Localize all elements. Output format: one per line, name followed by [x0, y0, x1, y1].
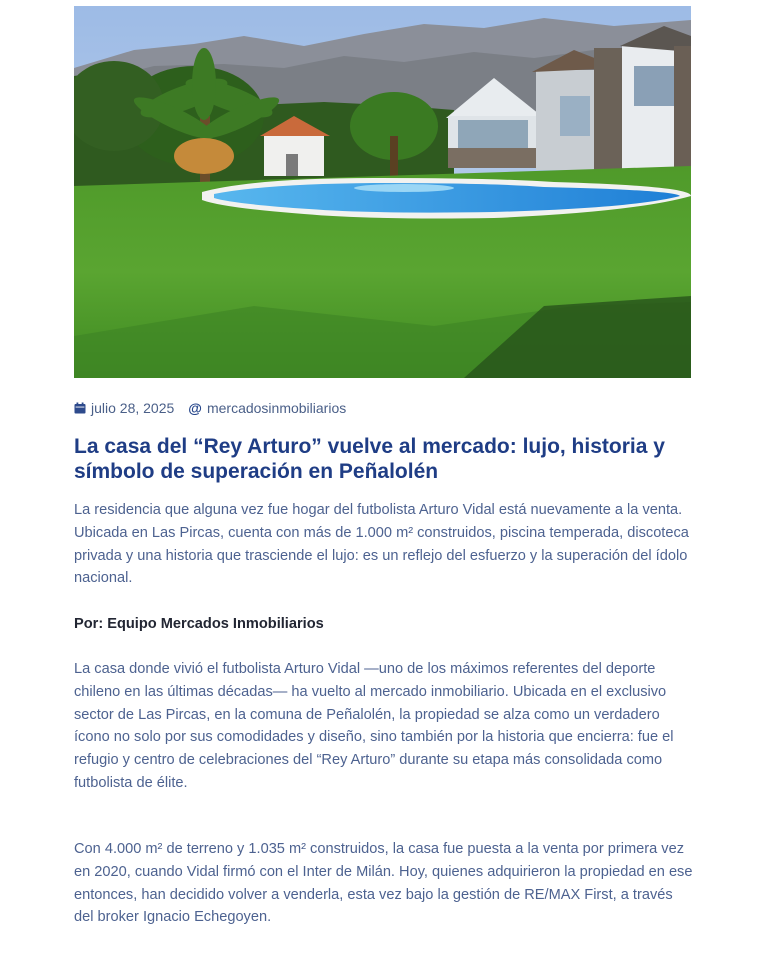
post-date[interactable]: julio 28, 2025 [91, 400, 175, 416]
article-title: La casa del “Rey Arturo” vuelve al mercado: lujo, historia y símbolo de superación en Peñalolén [74, 435, 665, 483]
hero-image [74, 6, 691, 378]
at-icon: @ [188, 400, 202, 416]
article-paragraph: Con 4.000 m² de terreno y 1.035 m² construidos, la casa fue puesta a la venta por primera vez en 2020, cuando Vidal firmó con el Inter de Milán. Hoy, quienes adquirieron la propiedad en ese entonces, han decidido volver a venderla, esta vez bajo la gestión de RE/MAX First, a través del broker Ignacio Echegoyen. [74, 841, 693, 926]
calendar-icon [74, 402, 86, 414]
article-byline: Por: Equipo Mercados Inmobiliarios [74, 616, 324, 632]
post-author[interactable]: mercadosinmobiliarios [206, 400, 347, 416]
article-lead: La residencia que alguna vez fue hogar del futbolista Arturo Vidal está nuevamente a la venta. Ubicada en Las Pircas, cuenta con más de 1.000 m² construidos, piscina temperada, discoteca privada y una historia que trasciende el lujo: es un reflejo del esfuerzo y la superación del ídolo nacional. [74, 502, 689, 587]
post-meta [74, 398, 346, 418]
article-paragraph: La casa donde vivió el futbolista Arturo Vidal —uno de los máximos referentes del deporte chileno en las últimas décadas— ha vuelto al mercado inmobiliario. Ubicada en el exclusivo sector de Las Pircas, en la comuna de Peñalolén, la propiedad se alza como un verdadero ícono no solo por sus comodidades y diseño, sino también por la historia que encierra: fue el refugio y centro de celebraciones del “Rey Arturo” durante su etapa más consolidada como futbolista de élite. [74, 661, 674, 791]
